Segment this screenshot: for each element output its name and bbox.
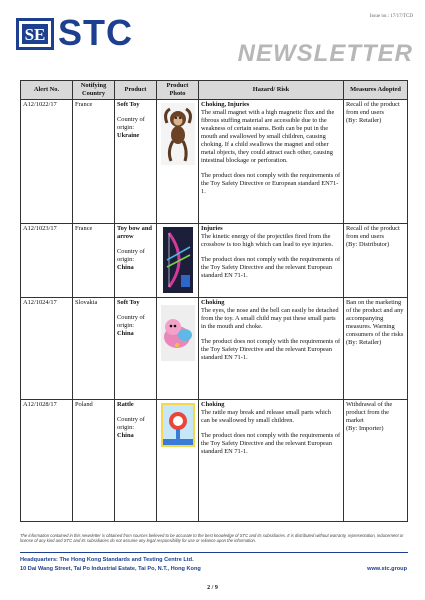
alert-number: A12/1022/17 — [21, 100, 73, 224]
origin-country: China — [117, 264, 134, 271]
notifying-country: Poland — [73, 400, 115, 522]
hazard-text: The small magnet with a high magnetic flux and the fibrous stuffing material are accessible due to the weakness of certain seams. Both can be put in the mouth and swallowed by small children, causing choking. If a child swallows the magnet and other metal objects, they could attract each other, causing intestinal blockage or perforation. — [201, 109, 335, 164]
hazard-note: The product does not comply with the requirements of the Toy Safety Directive or European standard EN71-1. — [201, 172, 341, 195]
soft-toy-monkey-photo — [161, 103, 195, 165]
header-notifying-country: Notifying Country — [73, 81, 115, 100]
measures-cell — [344, 224, 408, 298]
origin-country: Ukraine — [117, 132, 140, 139]
origin-label: Country of origin: — [117, 416, 145, 431]
rattle-package-photo — [161, 403, 195, 447]
table-row — [21, 400, 408, 522]
origin-country: China — [117, 432, 134, 439]
alert-number: A12/1023/17 — [21, 224, 73, 298]
hazard-title: Choking — [201, 299, 225, 306]
origin-country: China — [117, 330, 134, 337]
hazard-cell — [199, 100, 344, 224]
product-name: Soft Toy — [117, 101, 140, 108]
footer-divider — [20, 552, 408, 553]
measures-cell — [344, 298, 408, 400]
product-cell — [115, 100, 157, 224]
page-number: 2 / 9 — [207, 585, 218, 591]
header-measures-adopted: Measures Adopted — [344, 81, 408, 100]
toy-bow-and-arrow-photo — [163, 227, 193, 293]
measures-text: Recall of the product from end users — [346, 101, 400, 116]
product-name: Toy bow and arrow — [117, 225, 152, 240]
alert-number: A12/1024/17 — [21, 298, 73, 400]
origin-label: Country of origin: — [117, 116, 145, 131]
disclaimer-text: The information contained in this newsletter is obtained from sources believed to be accurate to the best knowledge of STC and its subsidiaries. It is distributed without warranty, representation, inducement or license of any kind and STC and its subsidiaries do not assume any legal responsibility for use or reliance upon the information. — [20, 533, 404, 544]
hazard-title: Choking, Injuries — [201, 101, 250, 108]
hazard-title: Injuries — [201, 225, 223, 232]
measures-by: (By: Retailer) — [346, 339, 382, 346]
hazard-note: The product does not comply with the requirements of the Toy Safety Directive and the relevant European standard EN 71-1. — [201, 432, 341, 455]
newsletter-title: NEWSLETTER — [237, 40, 413, 67]
table-row — [21, 224, 408, 298]
hazard-cell — [199, 224, 344, 298]
header-hazard-risk: Hazard/ Risk — [199, 81, 344, 100]
stc-logo-icon — [16, 18, 54, 50]
address-line: 10 Dai Wang Street, Tai Po Industrial Estate, Tai Po, N.T., Hong Kong — [20, 566, 201, 572]
measures-by: (By: Distributor) — [346, 241, 390, 248]
table-header-row — [21, 81, 408, 100]
svg-text:SE: SE — [24, 25, 46, 44]
notifying-country: France — [73, 224, 115, 298]
measures-text: Ban on the marketing of the product and any accompanying measures. Warning consumers of the risks — [346, 299, 404, 338]
measures-by: (By: Importer) — [346, 425, 384, 432]
notifying-country: France — [73, 100, 115, 224]
headquarters-line: Headquarters: The Hong Kong Standards and Testing Centre Ltd. — [20, 557, 194, 563]
measures-text: Recall of the product from end users — [346, 225, 400, 240]
hazard-cell — [199, 298, 344, 400]
hazard-text: The eyes, the nose and the bell can easily be detached from the toy. A small child may put these small parts in the mouth and choke. — [201, 307, 339, 330]
logo-text: STC — [58, 12, 133, 53]
product-cell — [115, 224, 157, 298]
alerts-table — [20, 80, 408, 522]
table-row — [21, 100, 408, 224]
notifying-country: Slovakia — [73, 298, 115, 400]
product-cell — [115, 298, 157, 400]
measures-cell — [344, 100, 408, 224]
issue-number: Issue no.: 17/17/TCD — [369, 14, 413, 19]
hazard-note: The product does not comply with the requirements of the Toy Safety Directive and the relevant European standard EN 71-1. — [201, 256, 341, 279]
origin-label: Country of origin: — [117, 248, 145, 263]
hazard-note: The product does not comply with the requirements of the Toy Safety Directive and the relevant European standard EN 71-1. — [201, 338, 341, 361]
hazard-cell — [199, 400, 344, 522]
measures-cell — [344, 400, 408, 522]
website-link[interactable]: www.stc.group — [367, 566, 407, 572]
hazard-title: Choking — [201, 401, 225, 408]
product-cell — [115, 400, 157, 522]
photo-cell — [157, 224, 199, 298]
table-row — [21, 298, 408, 400]
photo-cell — [157, 100, 199, 224]
soft-toy-plush-photo — [161, 305, 195, 361]
header-alert-no: Alert No. — [21, 81, 73, 100]
alert-number: A12/1028/17 — [21, 400, 73, 522]
measures-text: Withdrawal of the product from the market — [346, 401, 393, 424]
product-name: Soft Toy — [117, 299, 140, 306]
measures-by: (By: Retailer) — [346, 117, 382, 124]
photo-cell — [157, 400, 199, 522]
header-product: Product — [115, 81, 157, 100]
product-name: Rattle — [117, 401, 134, 408]
page-header — [0, 0, 425, 80]
origin-label: Country of origin: — [117, 314, 145, 329]
hazard-text: The rattle may break and release small parts which can be swallowed by small children. — [201, 409, 331, 424]
photo-cell — [157, 298, 199, 400]
hazard-text: The kinetic energy of the projectiles fired from the crossbow is too high which can lead to eye injuries. — [201, 233, 334, 248]
header-product-photo: Product Photo — [157, 81, 199, 100]
